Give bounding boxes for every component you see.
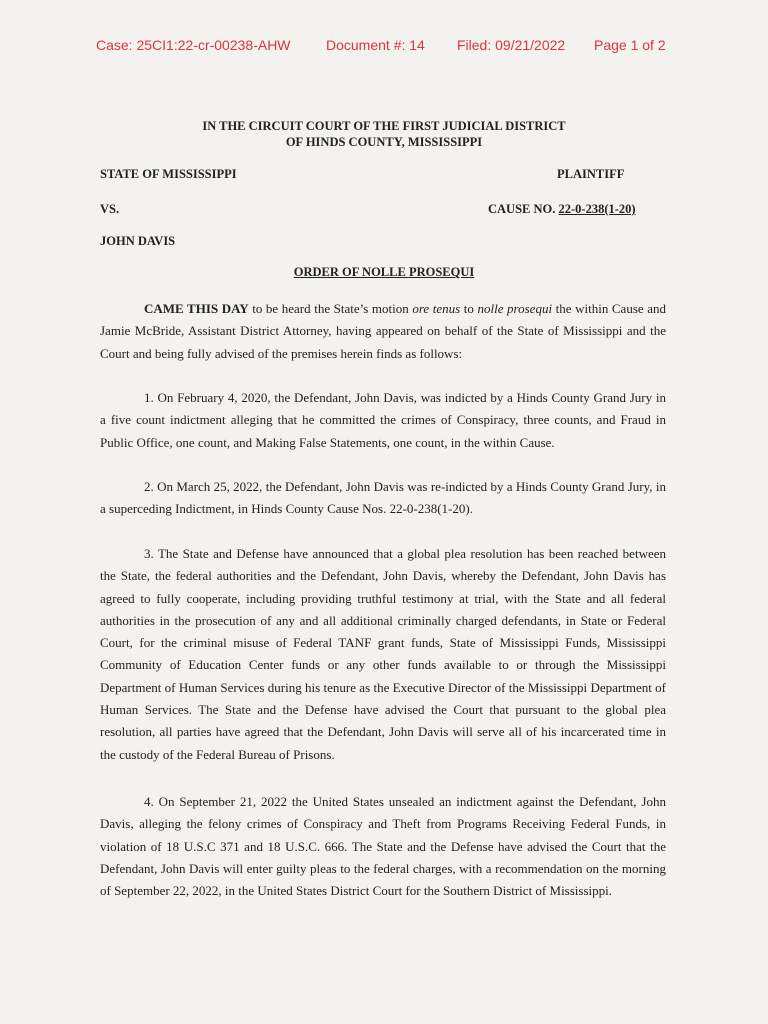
intro-text-2: to: [460, 301, 478, 316]
intro-text-1: to be heard the State’s motion: [248, 301, 413, 316]
paragraph-4: [100, 791, 666, 902]
cause-number: [488, 202, 636, 217]
defendant-name: JOHN DAVIS: [100, 234, 176, 248]
court-heading: [0, 118, 768, 150]
versus-label: VS.: [100, 202, 120, 216]
paragraph-3-text: 3. The State and Defense have announced that a global plea resolution has been reached between the State, the federal authorities and the Defendant, John Davis, whereby the Defendant, John Davis has agreed to fully cooperate, including providing truthful testimony at trial, with the State and all federal authorities in the prosecution of any and all additional criminally charged defendants, in State or Federal Court, for the criminal misuse of Federal TANF grant funds, State of Mississippi Funds, Mississippi Community of Education Center funds or any other funds available to or through the Mississippi Department of Human Services during his tenure as the Executive Director of the Mississippi Department of Human Services. The State and the Defense have advised the Court that pursuant to the global plea resolution, all parties have agreed that the Defendant, John Davis will serve all of his incarcerated time in the custody of the Federal Bureau of Prisons.: [100, 546, 666, 762]
paragraph-2-text: 2. On March 25, 2022, the Defendant, John Davis was re-indicted by a Hinds County Grand Jury, in a superceding Indictment, in Hinds County Cause Nos. 22-0-238(1-20).: [100, 479, 666, 517]
court-heading-line-1: IN THE CIRCUIT COURT OF THE FIRST JUDICIAL DISTRICT: [202, 119, 566, 133]
intro-lead: CAME THIS DAY: [144, 301, 249, 316]
paragraph-1-text: 1. On February 4, 2020, the Defendant, John Davis, was indicted by a Hinds County Grand Jury in a five count indictment alleging that he committed the crimes of Conspiracy, three counts, and Fraud in Public Office, one count, and Making False Statements, one count, in the within Cause.: [100, 390, 666, 450]
intro-italic-2: nolle prosequi: [477, 301, 553, 316]
plaintiff-role: PLAINTIFF: [557, 167, 625, 181]
intro-italic-1: ore tenus: [412, 301, 461, 316]
intro-paragraph: [100, 298, 666, 365]
page-number-stamp: Page 1 of 2: [594, 37, 666, 53]
paragraph-4-text: 4. On September 21, 2022 the United States unsealed an indictment against the Defendant, John Davis, alleging the felony crimes of Conspiracy and Theft from Programs Receiving Federal Funds, in violation of 18 U.S.C 371 and 18 U.S.C. 666. The State and the Defense have advised the Court that the Defendant, John Davis will enter guilty pleas to the federal charges, with a recommendation on the morning of September 22, 2022, in the United States District Court for the Southern District of Mississippi.: [100, 794, 666, 899]
filed-date-stamp: Filed: 09/21/2022: [457, 37, 566, 53]
paragraph-3: [100, 543, 666, 766]
court-heading-line-2: OF HINDS COUNTY, MISSISSIPPI: [285, 135, 483, 149]
cause-number-value: 22-0-238(1-20): [558, 202, 636, 216]
paragraph-1: [100, 387, 666, 454]
intro-text-3: the within Cause and Jamie McBride, Assistant District Attorney, having appeared on behalf of the State of Mississippi and the Court and being fully advised of the premises herein finds as follows:: [100, 301, 666, 361]
document-number-stamp: Document #: 14: [326, 37, 425, 53]
paragraph-2: [100, 476, 666, 521]
cause-label: CAUSE NO.: [488, 202, 556, 216]
order-title: ORDER OF NOLLE PROSEQUI: [293, 265, 475, 279]
case-number-stamp: Case: 25CI1:22-cr-00238-AHW: [96, 37, 291, 53]
plaintiff-name: STATE OF MISSISSIPPI: [100, 167, 237, 181]
